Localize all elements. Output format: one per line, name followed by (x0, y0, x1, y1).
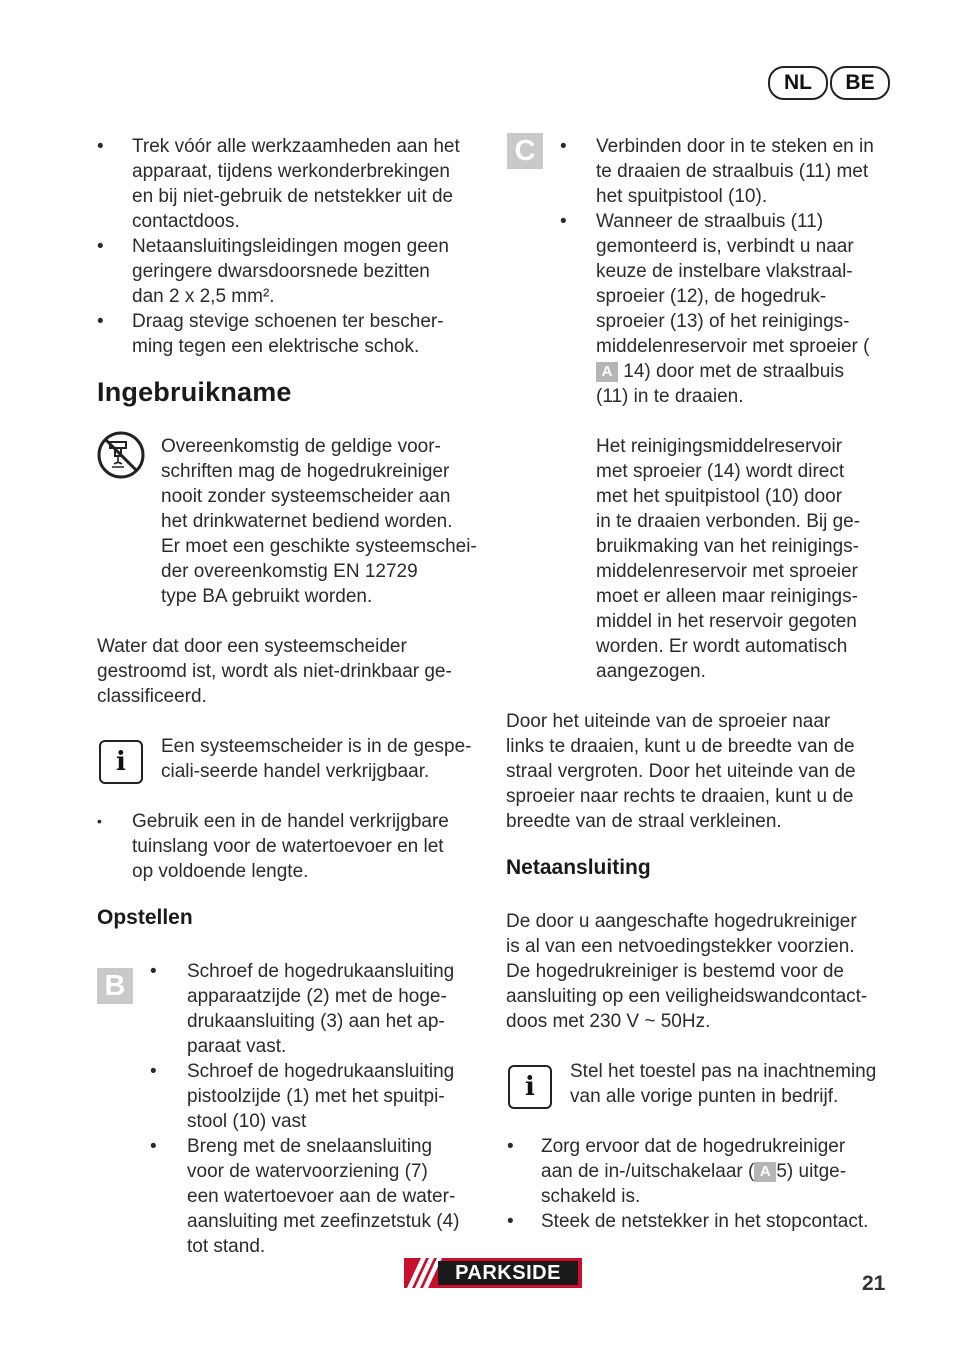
mains-paragraph: De door u aangeschafte hogedrukreiniger is al van een netvoedingstekker voorzien. De hogedrukreiniger is bestemd voor de aansluiting op een veiligheidswandcontact- doos met 230 V ~ 50Hz. (506, 911, 868, 1032)
bullet-dot: • (150, 1061, 157, 1082)
warning-paragraph: Overeenkomstig de geldige voor- schriften mag de hogedrukreiniger nooit zonder systeemscheider aan het drinkwaternet bediend worden. Er moet een geschikte systeemschei- der overeenkomstig EN 12729 type BA gebruikt worden. (161, 436, 477, 607)
heading-opstellen: Opstellen (97, 906, 193, 929)
info-paragraph-right: Stel het toestel pas na inachtneming van alle vorige punten in bedrijf. (570, 1061, 877, 1107)
bullet-dot: • (560, 211, 567, 232)
no-drinking-water-icon (96, 430, 146, 480)
heading-ingebruikname: Ingebruikname (97, 377, 292, 407)
section-tag-c: C (507, 133, 543, 169)
bullet-dot: • (97, 236, 104, 257)
figure-ref-tag-a: A (596, 362, 618, 382)
section-tag-b: B (97, 968, 133, 1004)
final-bullet-2: Steek de netstekker in het stopcontact. (541, 1211, 869, 1232)
bullet-dot: • (97, 136, 104, 157)
bullet-dot: • (97, 813, 102, 829)
hose-bullet: Gebruik een in de handel verkrijgbare tuinslang voor de watertoevoer en let op voldoende lengte. (132, 811, 449, 882)
safety-bullet-2: Netaansluitingsleidingen mogen geen geringere dwarsdoorsnede bezitten dan 2 x 2,5 mm². (132, 236, 449, 307)
final-bullet-1: Zorg ervoor dat de hogedrukreiniger aan de in-/uitschakelaar ( A 5) uitge- schakeld is. (541, 1136, 847, 1207)
lang-badge-be: BE (830, 66, 890, 100)
opstellen-bullet-2: Schroef de hogedrukaansluiting pistoolzijde (1) met het spuitpi- stool (10) vast (187, 1061, 455, 1132)
opstellen-bullet-1: Schroef de hogedrukaansluiting apparaatzijde (2) met de hoge- drukaansluiting (3) aan het ap- paraat vast. (187, 961, 455, 1057)
connect-bullet-2: Wanneer de straalbuis (11) gemonteerd is, verbindt u naar keuze de instelbare vlakstraal- sproeier (12), de hogedruk- sproeier (13) of het reinigings- middelenreservoir met sproeier ( A 14) door met de straalbuis (11) in te draaien. (596, 211, 870, 407)
info-icon: i (99, 740, 143, 784)
page-number: 21 (862, 1272, 886, 1295)
safety-bullet-3: Draag stevige schoenen ter bescher- ming tegen een elektrische schok. (132, 311, 444, 357)
heading-netaansluiting: Netaansluiting (506, 856, 651, 879)
safety-bullet-1: Trek vóór alle werkzaamheden aan het apparaat, tijdens werkonderbrekingen en bij niet-gebruik de netstekker uit de contactdoos. (132, 136, 460, 232)
water-paragraph: Water dat door een systeemscheider gestroomd ist, wordt als niet-drinkbaar ge- classificeerd. (97, 636, 452, 707)
connect-bullet-1: Verbinden door in te steken en in te draaien de straalbuis (11) met het spuitpistool (10). (596, 136, 874, 207)
info-paragraph-left: Een systeemscheider is in de gespe- ciali-seerde handel verkrijgbaar. (161, 736, 472, 782)
logo-text: PARKSIDE (438, 1261, 578, 1285)
bullet-dot: • (507, 1136, 514, 1157)
lang-badge-nl: NL (768, 66, 828, 100)
parkside-logo (404, 1258, 582, 1288)
bullet-dot: • (97, 311, 104, 332)
bullet-dot: • (150, 1136, 157, 1157)
info-icon: i (508, 1065, 552, 1109)
figure-ref-tag-a: A (754, 1162, 776, 1182)
bullet-dot: • (507, 1211, 514, 1232)
reservoir-paragraph: Het reinigingsmiddelreservoir met sproeier (14) wordt direct met het spuitpistool (10) door in te draaien verbonden. Bij ge- bruikmaking van het reinigings- middelenreservoir met sproeier moet er alleen maar reinigings- middel in het reservoir gegoten worden. Er wordt automatisch aangezogen. (596, 436, 861, 682)
nozzle-paragraph: Door het uiteinde van de sproeier naar links te draaien, kunt u de breedte van de straal vergroten. Door het uiteinde van de sproeier naar rechts te draaien, kunt u de breedte van de straal verkleinen. (506, 711, 856, 832)
bullet-dot: • (560, 136, 567, 157)
opstellen-bullet-3: Breng met de snelaansluiting voor de watervoorziening (7) een watertoevoer aan de water- aansluiting met zeefinzetstuk (4) tot stand. (187, 1136, 460, 1257)
bullet-dot: • (150, 961, 157, 982)
